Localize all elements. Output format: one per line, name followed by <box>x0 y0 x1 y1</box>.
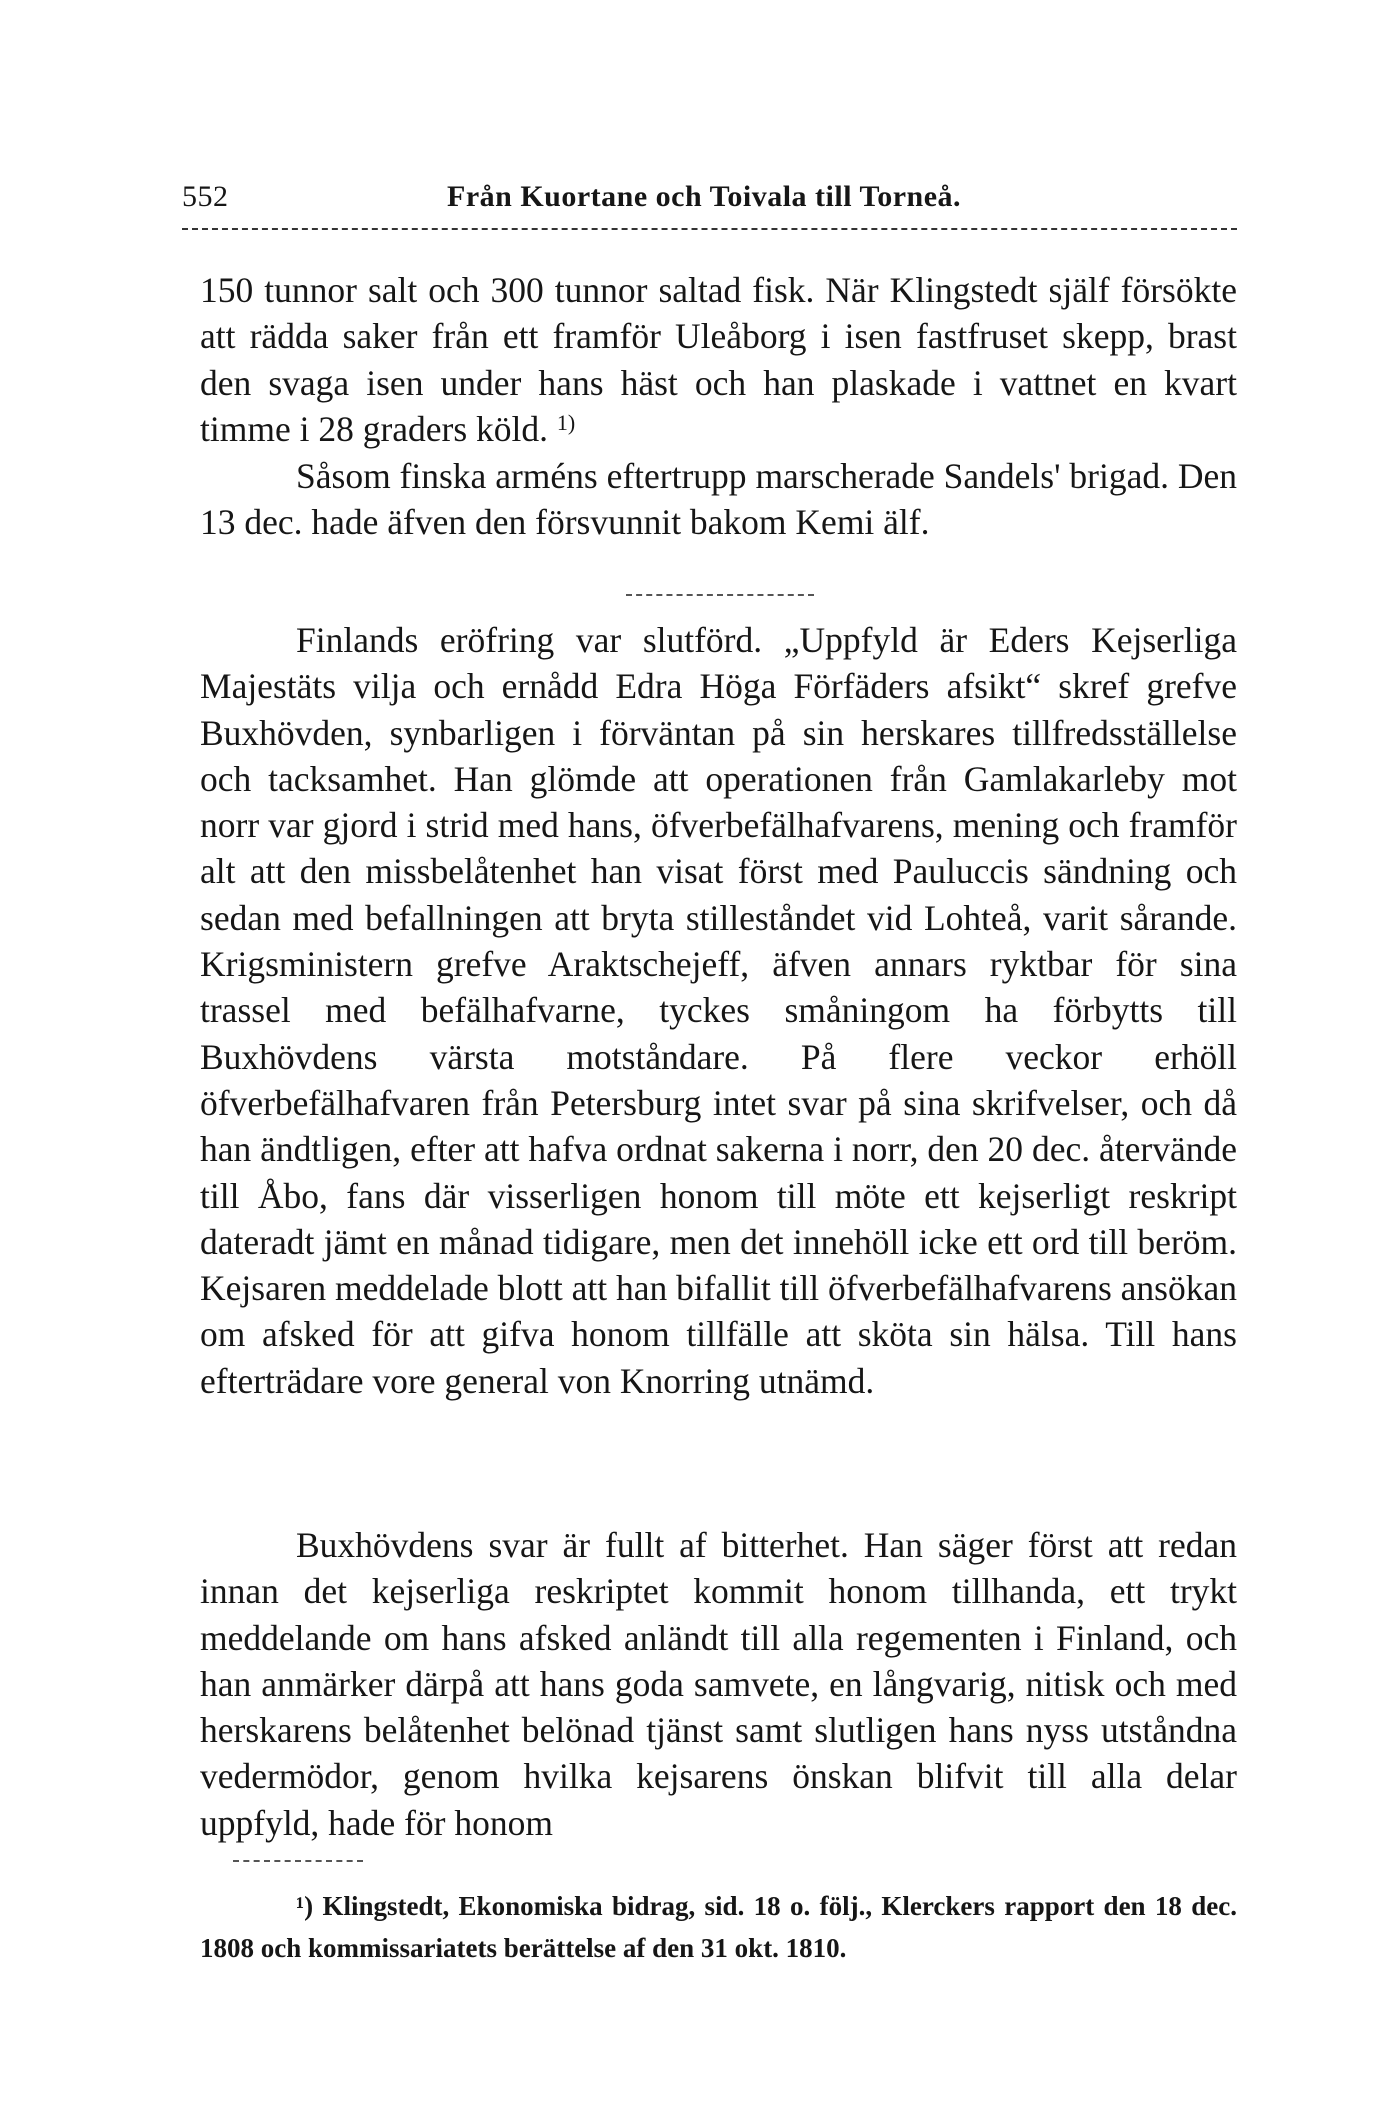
header-rule <box>182 228 1237 230</box>
page-number: 552 <box>182 180 229 213</box>
running-header <box>182 180 1237 220</box>
paragraph-1 <box>200 267 1237 452</box>
section-break-rule <box>626 594 814 596</box>
paragraph-1-text: 150 tunnor salt och 300 tunnor saltad fisk. När Klingstedt själf försökte att rädda saker från ett framför Uleåborg i isen fastfruset skepp, brast den svaga isen under hans häst och han plaskade i vattnet en kvart timme i 28 graders köld. <box>200 270 1237 449</box>
paragraph-3: Finlands eröfring var slutförd. „Uppfyld är Eders Kejserliga Majestäts vilja och ernådd Edra Höga Förfäders afsikt“ skref grefve Buxhövden, synbarligen i förväntan på sin herskares tillfredsställelse och tacksamhet. Han glömde att operationen från Gamlakarleby mot norr var gjord i strid med hans, öfverbefälhafvarens, mening och framför alt att den missbelåtenhet han visat först med Pauluccis sändning och sedan med befallningen att bryta stilleståndet vid Lohteå, varit sårande. Krigsministern grefve Araktschejeff, äfven annars ryktbar för sina trassel med befälhafvarne, tyckes småningom ha förbytts till Buxhövdens värsta motståndare. På flere veckor erhöll öfverbefälhafvaren från Petersburg intet svar på sina skrifvelser, och då han ändtligen, efter att hafva ordnat sakerna i norr, den 20 dec. återvände till Åbo, fans där visserligen honom till möte ett kejserligt reskript dateradt jämt en månad tidigare, men det innehöll icke ett ord till beröm. Kejsaren meddelade blott att han bifallit till öfverbefälhafvarens ansökan om afsked för att gifva honom tillfälle att sköta sin hälsa. Till hans efterträdare vore general von Knorring utnämd. <box>200 620 1237 1401</box>
footnote-rule <box>233 1860 363 1862</box>
paragraph-4: Buxhövdens svar är fullt af bitterhet. Han säger först att redan innan det kejserliga reskriptet kommit honom tillhanda, ett trykt meddelande om hans afsked anländt till alla regementen i Finland, och han anmärker därpå att hans goda samvete, en långvarig, nitisk och med herskarens belåtenhet belönad tjänst samt slutligen hans nyss utståndna vedermödor, genom hvilka kejsarens önskan blifvit till alla delar uppfyld, hade för honom <box>200 1525 1237 1843</box>
paragraph-2: Såsom finska arméns eftertrupp marscherade Sandels' brigad. Den 13 dec. hade äfven den försvunnit bakom Kemi älf. <box>200 456 1237 543</box>
running-title: Från Kuortane och Toivala till Torneå. <box>447 180 962 213</box>
footnote <box>200 1885 1237 1969</box>
footnote-reference: 1) <box>556 409 576 435</box>
footnote-mark: ¹) <box>296 1891 314 1921</box>
footnote-text: Klingstedt, Ekonomiska bidrag, sid. 18 o. följ., Klerckers rapport den 18 dec. 1808 och kommissariatets berättelse af den 31 okt. 1810. <box>200 1891 1237 1963</box>
